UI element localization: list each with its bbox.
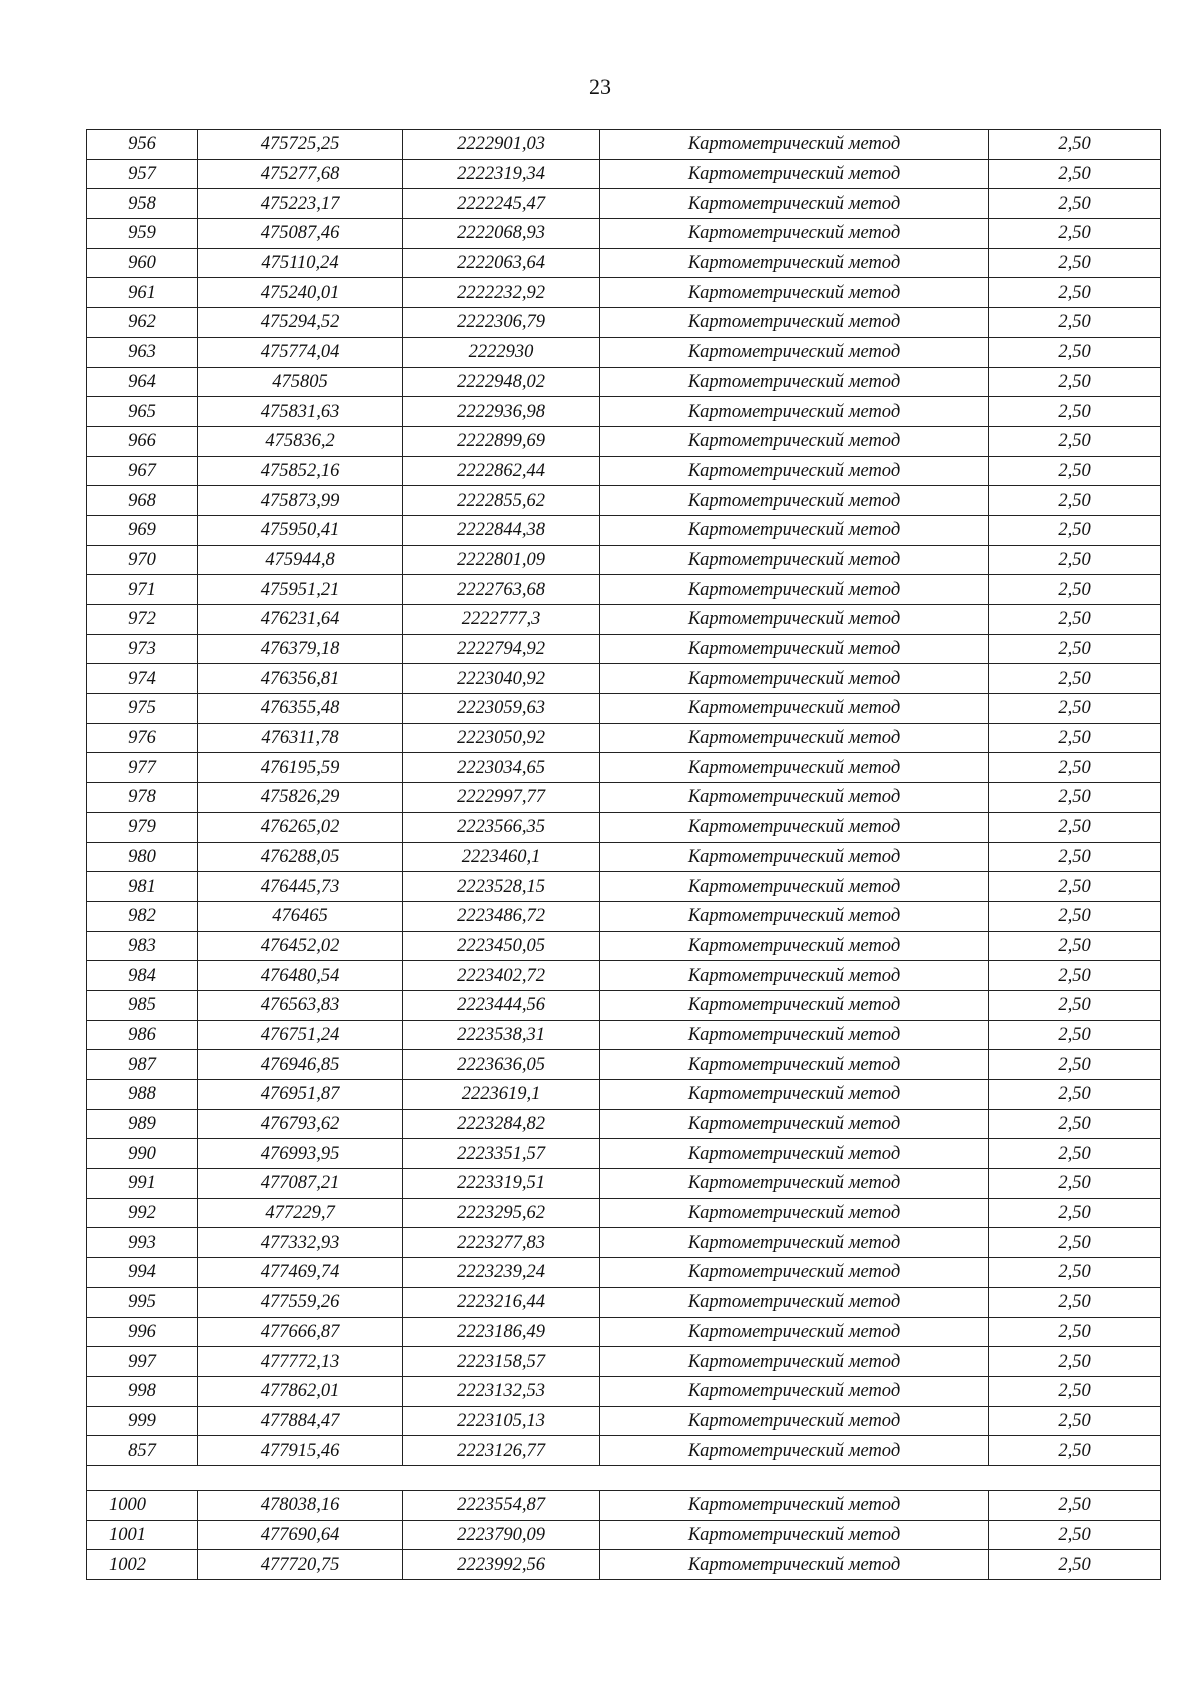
point-number-cell: 961 [87, 278, 198, 308]
table-row [87, 545, 1161, 575]
point-number-cell: 957 [87, 159, 198, 189]
method-cell: Картометрический метод [600, 1376, 989, 1406]
method-cell: Картометрический метод [600, 842, 989, 872]
point-number-cell: 977 [87, 753, 198, 783]
y-coordinate-cell: 2222068,93 [403, 219, 600, 249]
point-number-cell: 978 [87, 783, 198, 813]
method-cell: Картометрический метод [600, 694, 989, 724]
x-coordinate-cell: 475725,25 [198, 130, 403, 160]
accuracy-cell: 2,50 [989, 1228, 1161, 1258]
accuracy-cell: 2,50 [989, 605, 1161, 635]
method-cell: Картометрический метод [600, 1020, 989, 1050]
table-row [87, 1080, 1161, 1110]
accuracy-cell: 2,50 [989, 1520, 1161, 1550]
y-coordinate-cell: 2223450,05 [403, 931, 600, 961]
x-coordinate-cell: 476946,85 [198, 1050, 403, 1080]
method-cell: Картометрический метод [600, 812, 989, 842]
method-cell: Картометрический метод [600, 1258, 989, 1288]
y-coordinate-cell: 2222306,79 [403, 308, 600, 338]
method-cell: Картометрический метод [600, 248, 989, 278]
table-row [87, 515, 1161, 545]
x-coordinate-cell: 476993,95 [198, 1139, 403, 1169]
table-row [87, 753, 1161, 783]
y-coordinate-cell: 2223040,92 [403, 664, 600, 694]
x-coordinate-cell: 478038,16 [198, 1490, 403, 1520]
point-number-cell: 956 [87, 130, 198, 160]
y-coordinate-cell: 2222862,44 [403, 456, 600, 486]
y-coordinate-cell: 2223105,13 [403, 1406, 600, 1436]
y-coordinate-cell: 2223528,15 [403, 872, 600, 902]
x-coordinate-cell: 475852,16 [198, 456, 403, 486]
x-coordinate-cell: 477332,93 [198, 1228, 403, 1258]
accuracy-cell: 2,50 [989, 456, 1161, 486]
y-coordinate-cell: 2222763,68 [403, 575, 600, 605]
table-row [87, 397, 1161, 427]
y-coordinate-cell: 2222901,03 [403, 130, 600, 160]
accuracy-cell: 2,50 [989, 219, 1161, 249]
table-row [87, 1436, 1161, 1466]
x-coordinate-cell: 477666,87 [198, 1317, 403, 1347]
y-coordinate-cell: 2223059,63 [403, 694, 600, 724]
accuracy-cell: 2,50 [989, 1050, 1161, 1080]
method-cell: Картометрический метод [600, 1139, 989, 1169]
point-number-cell: 993 [87, 1228, 198, 1258]
method-cell: Картометрический метод [600, 515, 989, 545]
point-number-cell: 975 [87, 694, 198, 724]
method-cell: Картометрический метод [600, 664, 989, 694]
table-row [87, 575, 1161, 605]
accuracy-cell: 2,50 [989, 426, 1161, 456]
accuracy-cell: 2,50 [989, 1258, 1161, 1288]
table-row [87, 486, 1161, 516]
point-number-cell: 1001 [87, 1520, 198, 1550]
method-cell: Картометрический метод [600, 308, 989, 338]
point-number-cell: 986 [87, 1020, 198, 1050]
accuracy-cell: 2,50 [989, 515, 1161, 545]
y-coordinate-cell: 2223050,92 [403, 723, 600, 753]
table-row [87, 426, 1161, 456]
x-coordinate-cell: 477884,47 [198, 1406, 403, 1436]
y-coordinate-cell: 2223132,53 [403, 1376, 600, 1406]
y-coordinate-cell: 2222063,64 [403, 248, 600, 278]
method-cell: Картометрический метод [600, 901, 989, 931]
y-coordinate-cell: 2223034,65 [403, 753, 600, 783]
method-cell: Картометрический метод [600, 486, 989, 516]
y-coordinate-cell: 2222948,02 [403, 367, 600, 397]
table-row [87, 219, 1161, 249]
accuracy-cell: 2,50 [989, 1436, 1161, 1466]
y-coordinate-cell: 2222319,34 [403, 159, 600, 189]
table-row [87, 931, 1161, 961]
accuracy-cell: 2,50 [989, 248, 1161, 278]
table-row [87, 842, 1161, 872]
accuracy-cell: 2,50 [989, 1109, 1161, 1139]
x-coordinate-cell: 476563,83 [198, 990, 403, 1020]
point-number-cell: 958 [87, 189, 198, 219]
y-coordinate-cell: 2223158,57 [403, 1347, 600, 1377]
accuracy-cell: 2,50 [989, 486, 1161, 516]
y-coordinate-cell: 2223460,1 [403, 842, 600, 872]
y-coordinate-cell: 2222899,69 [403, 426, 600, 456]
y-coordinate-cell: 2223186,49 [403, 1317, 600, 1347]
y-coordinate-cell: 2222245,47 [403, 189, 600, 219]
method-cell: Картометрический метод [600, 1228, 989, 1258]
method-cell: Картометрический метод [600, 990, 989, 1020]
table-gap-row [87, 1465, 1161, 1490]
x-coordinate-cell: 476465 [198, 901, 403, 931]
accuracy-cell: 2,50 [989, 783, 1161, 813]
table-row [87, 1550, 1161, 1580]
accuracy-cell: 2,50 [989, 753, 1161, 783]
accuracy-cell: 2,50 [989, 1287, 1161, 1317]
point-number-cell: 985 [87, 990, 198, 1020]
x-coordinate-cell: 475836,2 [198, 426, 403, 456]
y-coordinate-cell: 2223636,05 [403, 1050, 600, 1080]
point-number-cell: 970 [87, 545, 198, 575]
accuracy-cell: 2,50 [989, 308, 1161, 338]
y-coordinate-cell: 2223444,56 [403, 990, 600, 1020]
method-cell: Картометрический метод [600, 337, 989, 367]
x-coordinate-cell: 475826,29 [198, 783, 403, 813]
accuracy-cell: 2,50 [989, 812, 1161, 842]
method-cell: Картометрический метод [600, 278, 989, 308]
y-coordinate-cell: 2223126,77 [403, 1436, 600, 1466]
point-number-cell: 963 [87, 337, 198, 367]
x-coordinate-cell: 475950,41 [198, 515, 403, 545]
method-cell: Картометрический метод [600, 545, 989, 575]
point-number-cell: 979 [87, 812, 198, 842]
point-number-cell: 994 [87, 1258, 198, 1288]
table-row [87, 278, 1161, 308]
method-cell: Картометрический метод [600, 1520, 989, 1550]
table-row [87, 605, 1161, 635]
x-coordinate-cell: 477772,13 [198, 1347, 403, 1377]
table-row [87, 901, 1161, 931]
accuracy-cell: 2,50 [989, 159, 1161, 189]
point-number-cell: 972 [87, 605, 198, 635]
table-row [87, 248, 1161, 278]
table-row [87, 812, 1161, 842]
x-coordinate-cell: 475087,46 [198, 219, 403, 249]
method-cell: Картометрический метод [600, 723, 989, 753]
point-number-cell: 980 [87, 842, 198, 872]
point-number-cell: 976 [87, 723, 198, 753]
table-row [87, 1406, 1161, 1436]
accuracy-cell: 2,50 [989, 931, 1161, 961]
table-row [87, 1490, 1161, 1520]
table-row [87, 367, 1161, 397]
table-row [87, 337, 1161, 367]
accuracy-cell: 2,50 [989, 842, 1161, 872]
x-coordinate-cell: 476951,87 [198, 1080, 403, 1110]
point-number-cell: 996 [87, 1317, 198, 1347]
point-number-cell: 959 [87, 219, 198, 249]
point-number-cell: 960 [87, 248, 198, 278]
y-coordinate-cell: 2223566,35 [403, 812, 600, 842]
accuracy-cell: 2,50 [989, 723, 1161, 753]
point-number-cell: 968 [87, 486, 198, 516]
x-coordinate-cell: 476231,64 [198, 605, 403, 635]
x-coordinate-cell: 477087,21 [198, 1169, 403, 1199]
point-number-cell: 1000 [87, 1490, 198, 1520]
coordinates-table-body [87, 130, 1161, 1580]
table-row [87, 961, 1161, 991]
x-coordinate-cell: 475774,04 [198, 337, 403, 367]
table-row [87, 872, 1161, 902]
point-number-cell: 982 [87, 901, 198, 931]
point-number-cell: 974 [87, 664, 198, 694]
method-cell: Картометрический метод [600, 1347, 989, 1377]
method-cell: Картометрический метод [600, 783, 989, 813]
coordinates-table [86, 129, 1161, 1580]
method-cell: Картометрический метод [600, 1550, 989, 1580]
x-coordinate-cell: 476265,02 [198, 812, 403, 842]
table-row [87, 1109, 1161, 1139]
accuracy-cell: 2,50 [989, 278, 1161, 308]
method-cell: Картометрический метод [600, 219, 989, 249]
point-number-cell: 966 [87, 426, 198, 456]
y-coordinate-cell: 2223351,57 [403, 1139, 600, 1169]
point-number-cell: 857 [87, 1436, 198, 1466]
accuracy-cell: 2,50 [989, 397, 1161, 427]
point-number-cell: 998 [87, 1376, 198, 1406]
accuracy-cell: 2,50 [989, 575, 1161, 605]
accuracy-cell: 2,50 [989, 1406, 1161, 1436]
y-coordinate-cell: 2223992,56 [403, 1550, 600, 1580]
table-row [87, 130, 1161, 160]
point-number-cell: 984 [87, 961, 198, 991]
method-cell: Картометрический метод [600, 961, 989, 991]
accuracy-cell: 2,50 [989, 1376, 1161, 1406]
x-coordinate-cell: 475294,52 [198, 308, 403, 338]
table-row [87, 1287, 1161, 1317]
method-cell: Картометрический метод [600, 575, 989, 605]
table-row [87, 189, 1161, 219]
method-cell: Картометрический метод [600, 1436, 989, 1466]
method-cell: Картометрический метод [600, 159, 989, 189]
point-number-cell: 973 [87, 634, 198, 664]
x-coordinate-cell: 477469,74 [198, 1258, 403, 1288]
table-row [87, 1169, 1161, 1199]
point-number-cell: 983 [87, 931, 198, 961]
x-coordinate-cell: 475944,8 [198, 545, 403, 575]
y-coordinate-cell: 2223319,51 [403, 1169, 600, 1199]
x-coordinate-cell: 476288,05 [198, 842, 403, 872]
accuracy-cell: 2,50 [989, 961, 1161, 991]
accuracy-cell: 2,50 [989, 189, 1161, 219]
point-number-cell: 964 [87, 367, 198, 397]
table-row [87, 1139, 1161, 1169]
point-number-cell: 969 [87, 515, 198, 545]
y-coordinate-cell: 2223284,82 [403, 1109, 600, 1139]
method-cell: Картометрический метод [600, 634, 989, 664]
method-cell: Картометрический метод [600, 367, 989, 397]
x-coordinate-cell: 476195,59 [198, 753, 403, 783]
empty-gap-cell [87, 1465, 1161, 1490]
accuracy-cell: 2,50 [989, 1490, 1161, 1520]
method-cell: Картометрический метод [600, 1050, 989, 1080]
method-cell: Картометрический метод [600, 1198, 989, 1228]
x-coordinate-cell: 476379,18 [198, 634, 403, 664]
method-cell: Картометрический метод [600, 1490, 989, 1520]
table-row [87, 723, 1161, 753]
table-row [87, 664, 1161, 694]
x-coordinate-cell: 476480,54 [198, 961, 403, 991]
x-coordinate-cell: 476452,02 [198, 931, 403, 961]
point-number-cell: 988 [87, 1080, 198, 1110]
x-coordinate-cell: 476445,73 [198, 872, 403, 902]
point-number-cell: 987 [87, 1050, 198, 1080]
x-coordinate-cell: 476793,62 [198, 1109, 403, 1139]
y-coordinate-cell: 2223402,72 [403, 961, 600, 991]
x-coordinate-cell: 475951,21 [198, 575, 403, 605]
y-coordinate-cell: 2223277,83 [403, 1228, 600, 1258]
table-row [87, 1317, 1161, 1347]
table-row [87, 783, 1161, 813]
table-row [87, 1050, 1161, 1080]
table-row [87, 1228, 1161, 1258]
accuracy-cell: 2,50 [989, 1139, 1161, 1169]
table-row [87, 1020, 1161, 1050]
x-coordinate-cell: 477559,26 [198, 1287, 403, 1317]
y-coordinate-cell: 2222844,38 [403, 515, 600, 545]
x-coordinate-cell: 477720,75 [198, 1550, 403, 1580]
point-number-cell: 967 [87, 456, 198, 486]
point-number-cell: 990 [87, 1139, 198, 1169]
accuracy-cell: 2,50 [989, 990, 1161, 1020]
y-coordinate-cell: 2223790,09 [403, 1520, 600, 1550]
table-row [87, 456, 1161, 486]
accuracy-cell: 2,50 [989, 1550, 1161, 1580]
point-number-cell: 962 [87, 308, 198, 338]
method-cell: Картометрический метод [600, 1169, 989, 1199]
y-coordinate-cell: 2223486,72 [403, 901, 600, 931]
point-number-cell: 965 [87, 397, 198, 427]
accuracy-cell: 2,50 [989, 130, 1161, 160]
method-cell: Картометрический метод [600, 1406, 989, 1436]
accuracy-cell: 2,50 [989, 367, 1161, 397]
y-coordinate-cell: 2223216,44 [403, 1287, 600, 1317]
table-row [87, 159, 1161, 189]
x-coordinate-cell: 475240,01 [198, 278, 403, 308]
x-coordinate-cell: 475831,63 [198, 397, 403, 427]
method-cell: Картометрический метод [600, 753, 989, 783]
point-number-cell: 981 [87, 872, 198, 902]
x-coordinate-cell: 477862,01 [198, 1376, 403, 1406]
accuracy-cell: 2,50 [989, 872, 1161, 902]
table-row [87, 990, 1161, 1020]
x-coordinate-cell: 477690,64 [198, 1520, 403, 1550]
accuracy-cell: 2,50 [989, 634, 1161, 664]
table-row [87, 1520, 1161, 1550]
point-number-cell: 995 [87, 1287, 198, 1317]
y-coordinate-cell: 2223239,24 [403, 1258, 600, 1288]
accuracy-cell: 2,50 [989, 545, 1161, 575]
accuracy-cell: 2,50 [989, 1198, 1161, 1228]
accuracy-cell: 2,50 [989, 337, 1161, 367]
table-row [87, 1347, 1161, 1377]
table-row [87, 634, 1161, 664]
y-coordinate-cell: 2222930 [403, 337, 600, 367]
method-cell: Картометрический метод [600, 872, 989, 902]
point-number-cell: 971 [87, 575, 198, 605]
method-cell: Картометрический метод [600, 130, 989, 160]
point-number-cell: 997 [87, 1347, 198, 1377]
point-number-cell: 999 [87, 1406, 198, 1436]
method-cell: Картометрический метод [600, 1287, 989, 1317]
method-cell: Картометрический метод [600, 456, 989, 486]
accuracy-cell: 2,50 [989, 694, 1161, 724]
method-cell: Картометрический метод [600, 1080, 989, 1110]
point-number-cell: 992 [87, 1198, 198, 1228]
x-coordinate-cell: 475110,24 [198, 248, 403, 278]
table-row [87, 1198, 1161, 1228]
y-coordinate-cell: 2222777,3 [403, 605, 600, 635]
accuracy-cell: 2,50 [989, 901, 1161, 931]
point-number-cell: 1002 [87, 1550, 198, 1580]
point-number-cell: 991 [87, 1169, 198, 1199]
y-coordinate-cell: 2222855,62 [403, 486, 600, 516]
table-row [87, 308, 1161, 338]
accuracy-cell: 2,50 [989, 1020, 1161, 1050]
method-cell: Картометрический метод [600, 426, 989, 456]
x-coordinate-cell: 477229,7 [198, 1198, 403, 1228]
method-cell: Картометрический метод [600, 189, 989, 219]
accuracy-cell: 2,50 [989, 1080, 1161, 1110]
y-coordinate-cell: 2223295,62 [403, 1198, 600, 1228]
accuracy-cell: 2,50 [989, 1169, 1161, 1199]
x-coordinate-cell: 476751,24 [198, 1020, 403, 1050]
point-number-cell: 989 [87, 1109, 198, 1139]
y-coordinate-cell: 2223538,31 [403, 1020, 600, 1050]
y-coordinate-cell: 2223554,87 [403, 1490, 600, 1520]
accuracy-cell: 2,50 [989, 1317, 1161, 1347]
page-number: 23 [589, 74, 611, 99]
accuracy-cell: 2,50 [989, 664, 1161, 694]
table-row [87, 694, 1161, 724]
accuracy-cell: 2,50 [989, 1347, 1161, 1377]
x-coordinate-cell: 475805 [198, 367, 403, 397]
method-cell: Картометрический метод [600, 397, 989, 427]
method-cell: Картометрический метод [600, 1317, 989, 1347]
x-coordinate-cell: 475277,68 [198, 159, 403, 189]
x-coordinate-cell: 476355,48 [198, 694, 403, 724]
y-coordinate-cell: 2222936,98 [403, 397, 600, 427]
table-row [87, 1258, 1161, 1288]
y-coordinate-cell: 2222232,92 [403, 278, 600, 308]
x-coordinate-cell: 476356,81 [198, 664, 403, 694]
y-coordinate-cell: 2223619,1 [403, 1080, 600, 1110]
x-coordinate-cell: 476311,78 [198, 723, 403, 753]
method-cell: Картометрический метод [600, 931, 989, 961]
y-coordinate-cell: 2222794,92 [403, 634, 600, 664]
method-cell: Картометрический метод [600, 605, 989, 635]
x-coordinate-cell: 475873,99 [198, 486, 403, 516]
x-coordinate-cell: 475223,17 [198, 189, 403, 219]
method-cell: Картометрический метод [600, 1109, 989, 1139]
x-coordinate-cell: 477915,46 [198, 1436, 403, 1466]
y-coordinate-cell: 2222997,77 [403, 783, 600, 813]
table-row [87, 1376, 1161, 1406]
y-coordinate-cell: 2222801,09 [403, 545, 600, 575]
